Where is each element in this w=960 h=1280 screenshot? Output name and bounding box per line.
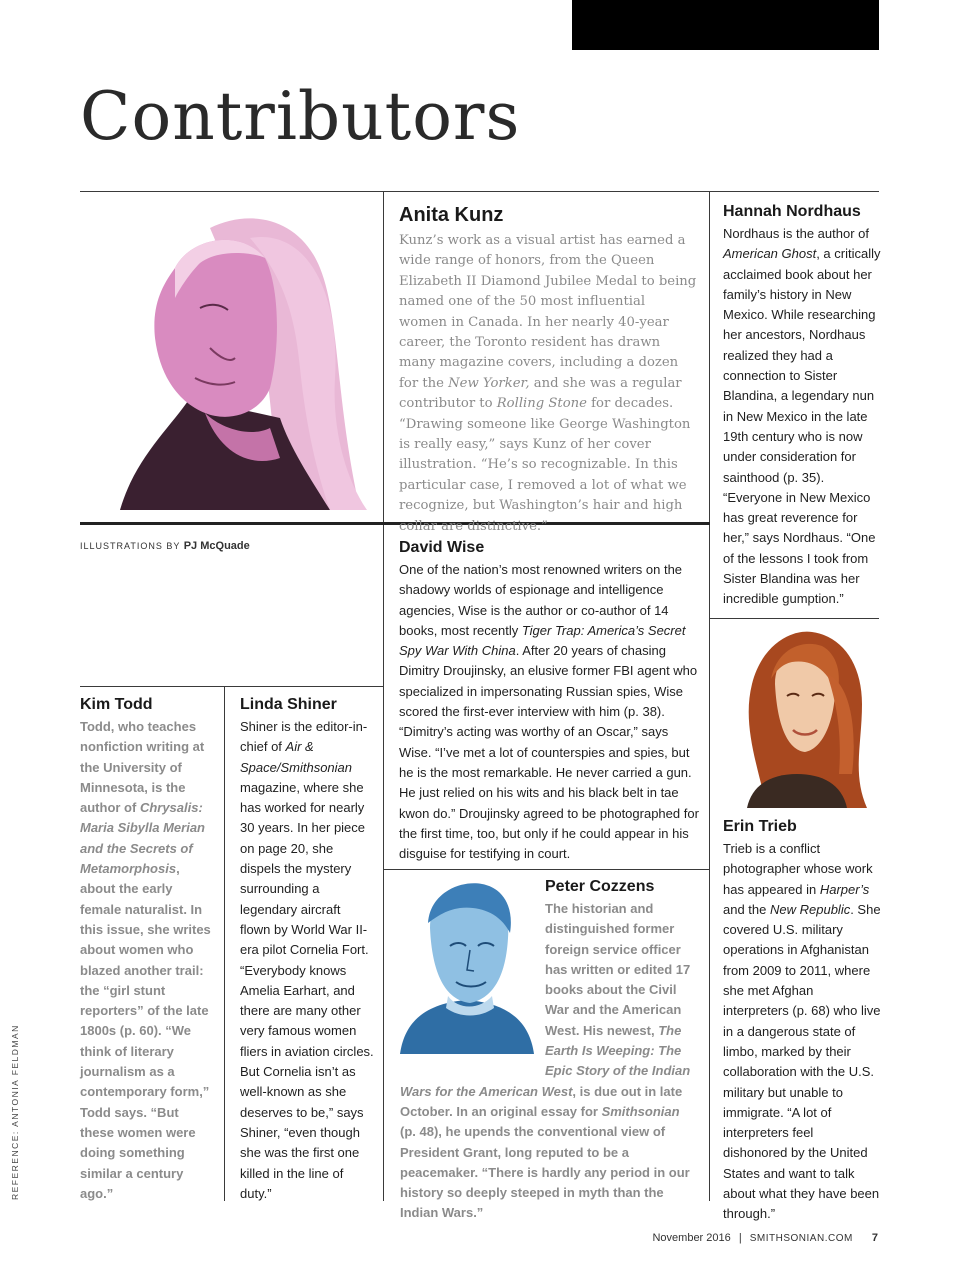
david-wise-section [399,539,699,864]
hannah-nordhaus-bio: Nordhaus is the author of American Ghost, a critically acclaimed book about her family’s history in New Mexico. While researching her ancestors, Nordhaus realized they had a connection to Sister Blandina, a legendary nun in New Mexico in the late 19th century who is now under consideration for sainthood (p. 35). “Everyone in New Mexico has great reverence for her,” says Nordhaus. “One of the lessons I took from Sister Blandina was her incredible gumption.” [723,226,881,607]
linda-shiner-bio: Shiner is the editor-in-chief of Air & Space/Smithsonian magazine, where she has worked for nearly 30 years. In her piece on page 20, she dispels the mystery surrounding a legendary aircraft flown by World War II-era pilot Cornelia Fort. “Everybody knows Amelia Earhart, and there are many other very famous women fliers in aviation circles. But Cornelia isn’t as well-known as she deserves to be,” says Shiner, “even though she was the first one killed in the line of duty.” [240,719,374,1201]
peter-cozzens-bio: The historian and distinguished former foreign service officer has written or edited 17 books about the Civil War and the American West. His newest, The Earth Is Weeping: The Epic Story of the Indian Wars for the American West, is due out in late October. In an original essay for Smithsonian (p. 48), he upends the conventional view of President Grant, long reputed to be a peacemaker. “There is hardly any period in our history so deeply steeped in myth than the Indian Wars.” [400,901,691,1221]
anita-kunz-section [399,204,697,537]
david-wise-bio: One of the nation’s most renowned writers on the shadowy worlds of espionage and intelligence agencies, Wise is the author or co-author of 14 books, most recently Tiger Trap: America’s Secret Spy War With China. After 20 years of chasing Dimitry Droujinsky, an elusive former FBI agent who specialized in impersonating Russian spies, Wise scored the first-ever interview with him (p. 38). “Dimitry’s acting was worthy of an Oscar,” says Wise. “I’ve met a lot of counterspies and spies, but he is the most remarkable. He never carried a gun. He just relied on his wits and his black belt in tae kwon do.” Droujinsky agreed to be photographed for the first time, too, but only if he could appear in his disguise for testifying in court. [399,562,699,862]
illustration-credit [80,540,250,552]
linda-shiner-section [240,696,374,1204]
david-peter-rule [383,869,710,870]
hannah-nordhaus-name: Hannah Nordhaus [723,203,861,220]
peter-cozzens-name: Peter Cozzens [545,878,655,895]
page-number: 7 [871,1232,878,1244]
footer-site: SMITHSONIAN.COM [749,1233,853,1244]
illustration-credit-artist: PJ McQuade [183,540,250,552]
erin-trieb-name: Erin Trieb [723,818,797,835]
linda-shiner-name: Linda Shiner [240,696,337,713]
column-divider-1 [383,191,384,1201]
footer-date: November 2016 [652,1232,731,1244]
anita-kunz-name: Anita Kunz [399,204,504,226]
illustration-credit-label: ILLUSTRATIONS BY [80,541,181,551]
erin-trieb-bio: Trieb is a conflict photographer whose work has appeared in Harper’s and the New Republic. She covered U.S. military operations in Afghanistan from 2009 to 2011, where she met Afghan interpreters (p. 68) who live in a dangerous state of limbo, marked by their collaboration with the U.S. military but unable to immigrate. “A lot of interpreters feel dishonored by the United States and want to talk about what they have been through.” [723,841,881,1222]
page-footer [652,1232,878,1244]
hannah-erin-rule [709,618,879,619]
top-rule [80,191,879,192]
kim-todd-name: Kim Todd [80,696,153,713]
page-title: Contributors [80,78,521,155]
peter-cozzens-section [400,878,698,1224]
hannah-nordhaus-section [723,203,881,610]
column-divider-2 [709,191,710,1201]
header-black-bar [572,0,879,50]
anita-kunz-portrait [80,198,367,510]
erin-trieb-section [723,818,881,1225]
kim-linda-rule [80,686,384,687]
erin-trieb-portrait [727,624,874,808]
footer-separator: | [738,1232,742,1244]
david-wise-name: David Wise [399,539,485,556]
reference-credit: REFERENCE: ANTONIA FELDMAN [10,1024,20,1200]
anita-kunz-bio: Kunz’s work as a visual artist has earned a wide range of honors, from the Queen Elizabeth II Diamond Jubilee Medal to being named one of the 50 most influential women in Canada. In her nearly 40-year career, the Toronto resident has drawn many magazine covers, including a dozen for the New Yorker, and she was a regular contributor to Rolling Stone for decades. “Drawing someone like George Washington is really easy,” says Kunz of her cover illustration. “He’s so recognizable. In this particular case, I removed a lot of what we recognize, but Washington’s hair and high collar are distinctive.” [399,233,697,534]
kim-todd-bio: Todd, who teaches nonfiction writing at the University of Minnesota, is the author of Chrysalis: Maria Sibylla Merian and the Secrets of Metamorphosis, about the early female naturalist. In this issue, she writes about women who blazed another trail: the “girl stunt reporters” of the late 1800s (p. 60). “We think of literary journalism as a contemporary form,” Todd says. “But these women were doing something similar a century ago.” [80,719,211,1201]
kim-linda-divider [224,686,225,1201]
kim-todd-section [80,696,216,1204]
